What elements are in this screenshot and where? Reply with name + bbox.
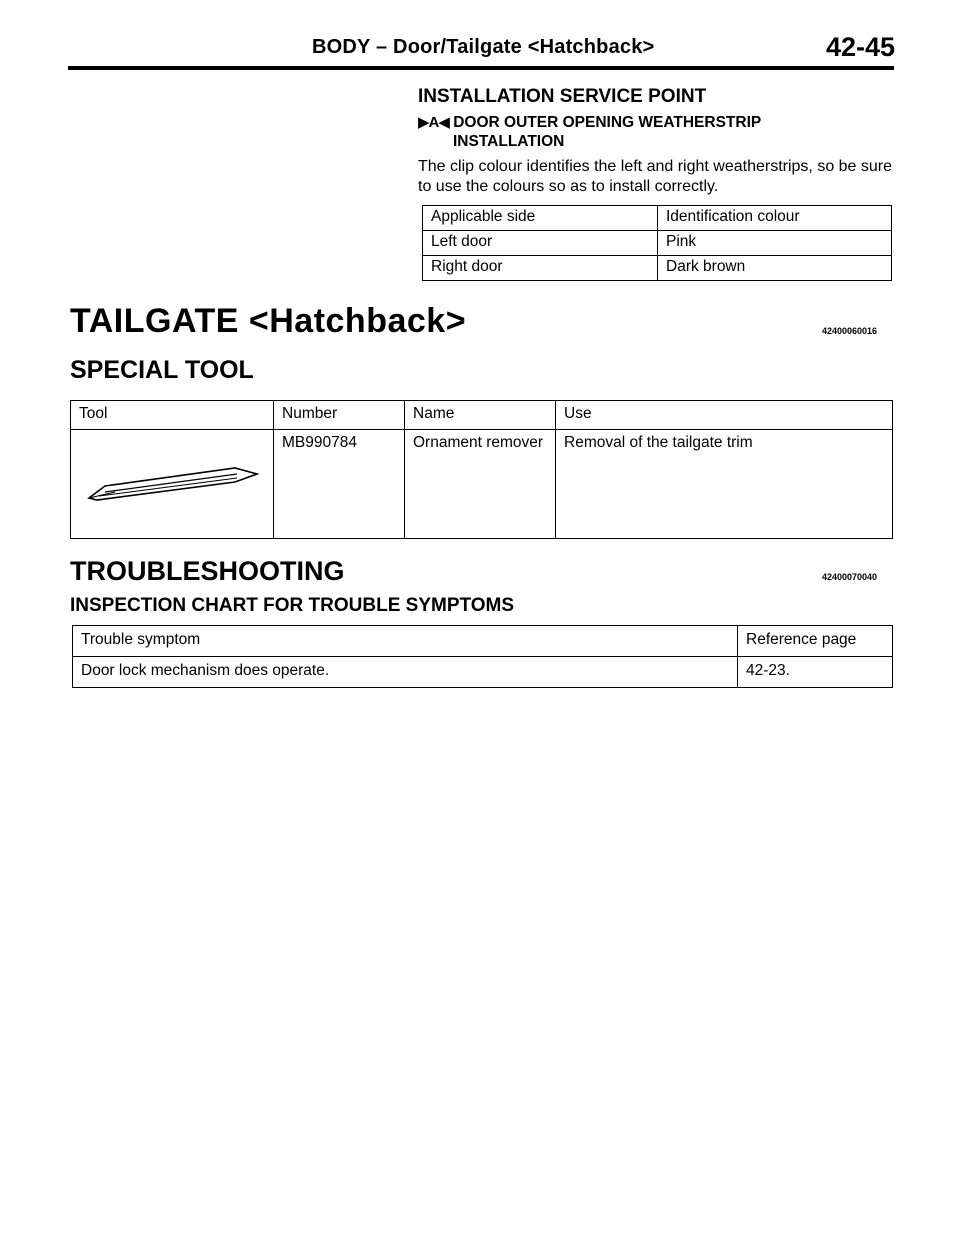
weatherstrip-colour-table <box>422 205 892 281</box>
tool-illustration-cell <box>71 430 274 539</box>
trouble-symptom-table <box>72 625 893 688</box>
table-header-cell: Applicable side <box>423 206 658 231</box>
table-header-cell: Trouble symptom <box>73 626 738 657</box>
table-row <box>423 231 892 256</box>
tool-number-cell: MB990784 <box>274 430 405 539</box>
weatherstrip-instructions: The clip colour identifies the left and right weatherstrips, so be sure to use the colours so as to install correctly. <box>418 158 893 195</box>
table-header-cell: Number <box>274 401 405 430</box>
table-header-cell: Name <box>405 401 556 430</box>
service-point-marker: ▶A◀ <box>418 114 449 131</box>
tool-use-cell: Removal of the tailgate trim <box>556 430 893 539</box>
table-cell: Right door <box>423 256 658 281</box>
table-row <box>423 256 892 281</box>
table-row <box>71 430 893 539</box>
installation-service-point-heading: INSTALLATION SERVICE POINT <box>418 86 707 107</box>
table-header-cell: Use <box>556 401 893 430</box>
subheading-line-2: INSTALLATION <box>453 133 565 150</box>
tailgate-heading: TAILGATE <Hatchback> <box>70 302 467 340</box>
tailgate-section-code: 42400060016 <box>822 326 878 336</box>
table-header-row <box>73 626 893 657</box>
table-header-row <box>71 401 893 430</box>
weatherstrip-installation-subheading <box>418 113 761 151</box>
table-header-cell: Reference page <box>738 626 893 657</box>
special-tool-table <box>70 400 893 539</box>
inspection-chart-heading: INSPECTION CHART FOR TROUBLE SYMPTOMS <box>70 595 515 616</box>
page-section-title: BODY – Door/Tailgate <Hatchback> <box>312 36 655 58</box>
table-cell: Left door <box>423 231 658 256</box>
table-cell: Dark brown <box>658 256 892 281</box>
table-row <box>73 657 893 688</box>
subheading-line-1: DOOR OUTER OPENING WEATHERSTRIP <box>453 114 762 131</box>
troubleshooting-section-code: 42400070040 <box>822 572 878 582</box>
table-header-cell: Identification colour <box>658 206 892 231</box>
header-rule <box>68 66 894 70</box>
special-tool-heading: SPECIAL TOOL <box>70 356 254 384</box>
ornament-remover-icon <box>85 456 261 506</box>
table-cell: Pink <box>658 231 892 256</box>
table-cell: Door lock mechanism does operate. <box>73 657 738 688</box>
troubleshooting-heading: TROUBLESHOOTING <box>70 556 345 586</box>
tool-name-cell: Ornament remover <box>405 430 556 539</box>
table-header-cell: Tool <box>71 401 274 430</box>
table-header-row <box>423 206 892 231</box>
table-cell: 42-23. <box>738 657 893 688</box>
page-number: 42-45 <box>826 32 896 62</box>
